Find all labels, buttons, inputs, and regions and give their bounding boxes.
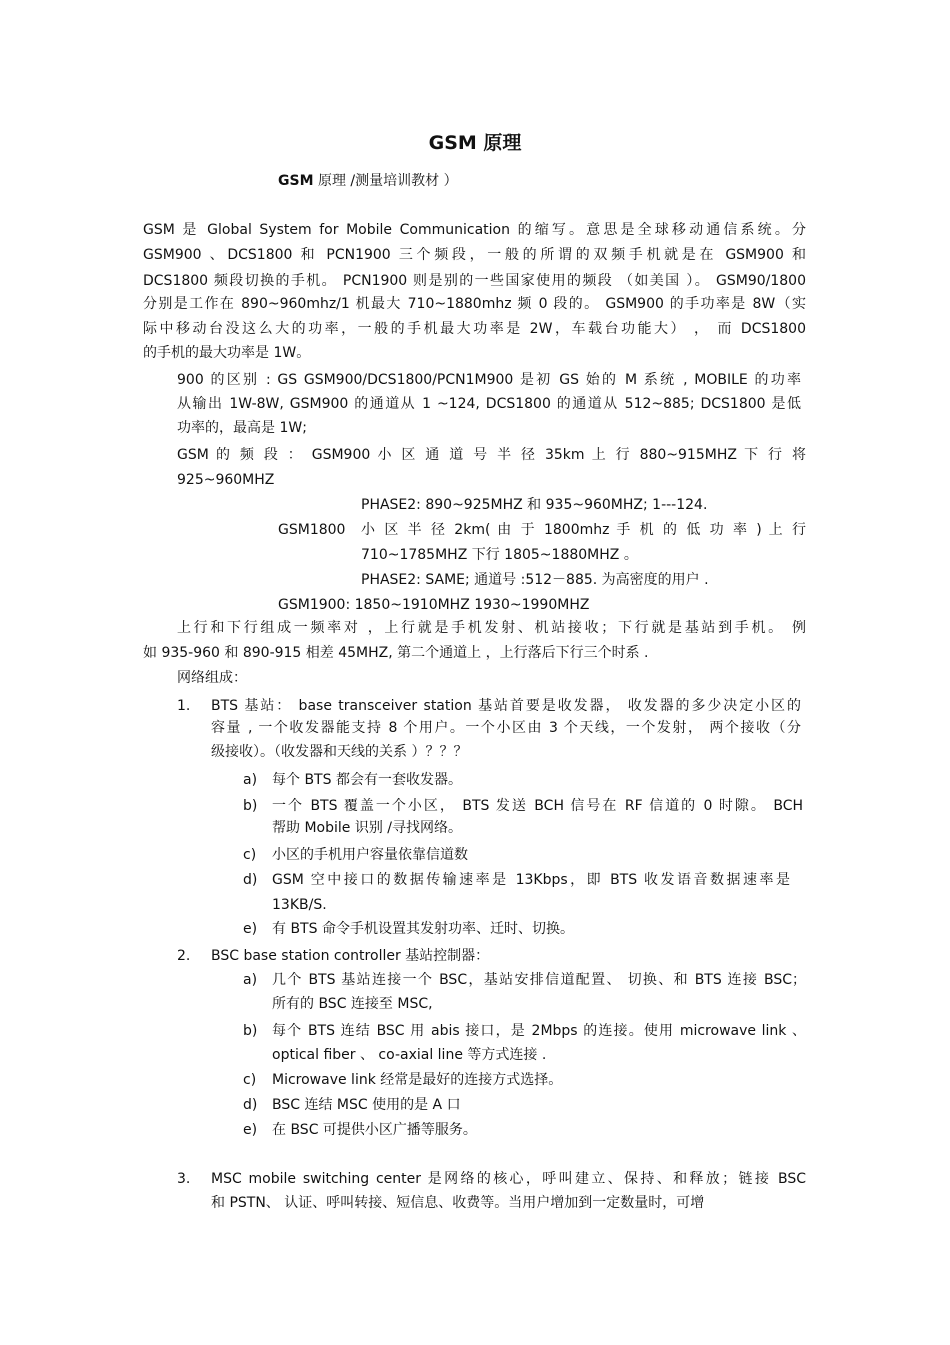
subitem-line: GSM 空中接口的数据传输速率是 13Kbps，即 BTS 收发语音数据速率是	[272, 872, 790, 888]
item-line: 容量 , 一个收发器能支持 8 个用户。一个小区由 3 个天线，一个发射， 两个接收（分	[211, 720, 801, 736]
gsm1800-line: 710~1785MHZ 下行 1805~1880MHZ 。	[361, 547, 638, 563]
diff-line: 功率的，最高是 1W;	[177, 420, 307, 436]
subitem-line: 一个 BTS 覆盖一个小区， BTS 发送 BCH 信号在 RF 信道的 0 时隙。 BCH	[272, 798, 803, 814]
subitem-label: d)	[243, 872, 258, 888]
network-heading: 网络组成：	[177, 670, 247, 686]
intro-line: 的手机的最大功率是 1W。	[143, 345, 311, 361]
subitem-label: c)	[243, 847, 257, 863]
subitem-label: d)	[243, 1097, 258, 1113]
bands-line: GSM 的 频 段 ： GSM900 小 区 通 道 号 半 径 35km 上 行 880~915MHZ 下 行 将	[177, 447, 806, 463]
bands-line: 925~960MHZ	[177, 472, 275, 488]
subitem-line: 几个 BTS 基站连接一个 BSC，基站安排信道配置、 切换、和 BTS 连接 BSC；	[272, 972, 806, 988]
item-line: 和 PSTN、 认证、呼叫转接、短信息、收费等。当用户增加到一定数量时，可增	[211, 1195, 705, 1211]
item-number: 3.	[177, 1171, 191, 1187]
intro-line: 际中移动台没这么大的功率，一般的手机最大功率是 2W，车载台功能大） ， 而 DCS1800	[143, 321, 806, 337]
subitem-line: 有 BTS 命令手机设置其发射功率、迁时、切换。	[272, 921, 574, 937]
intro-line: GSM 是 Global System for Mobile Communication 的缩写。意思是全球移动通信系统。分	[143, 222, 806, 238]
pair-line: 如 935-960 和 890-915 相差 45MHZ, 第二个通道上 ，上行落后下行三个时系 .	[143, 645, 649, 661]
subitem-line: 每个 BTS 都会有一套收发器。	[272, 772, 462, 788]
item-line: BTS 基站： base transceiver station 基站首要是收发器， 收发器的多少决定小区的	[211, 698, 801, 714]
gsm1900-line: GSM1900: 1850~1910MHZ 1930~1990MHZ	[278, 597, 590, 613]
intro-line: 分别是工作在 890~960mhz/1 机最大 710~1880mhz 频 0 段的。 GSM900 的手功率是 8W（实	[143, 296, 806, 312]
phase2-900-line: PHASE2: 890~925MHZ 和 935~960MHZ; 1---124.	[361, 497, 708, 513]
gsm1800-label: GSM1800	[278, 522, 346, 538]
subitem-line: BSC 连结 MSC 使用的是 A 口	[272, 1097, 461, 1113]
item-line: MSC mobile switching center 是网络的核心，呼叫建立、保持、和释放；链接 BSC	[211, 1171, 806, 1187]
item-number: 2.	[177, 948, 191, 964]
subitem-line: 13KB/S.	[272, 897, 327, 913]
subitem-line: Microwave link 经常是最好的连接方式选择。	[272, 1072, 563, 1088]
phase2-1800-line: PHASE2: SAME; 通道号 :512－885. 为高密度的用户 .	[361, 572, 709, 588]
gsm1800-line: 小 区 半 径 2km( 由 于 1800mhz 手 机 的 低 功 率 ) 上 行	[361, 522, 806, 538]
subitem-label: e)	[243, 1122, 258, 1138]
pair-line: 上行和下行组成一频率对 ，上行就是手机发射、机站接收；下行就是基站到手机。 例	[177, 620, 806, 636]
diff-line: 900 的区别 : GS GSM900/DCS1800/PCN1M900 是初 GS 始的 M 系统 , MOBILE 的功率	[177, 372, 801, 388]
subitem-line: 所有的 BSC 连接至 MSC,	[272, 996, 433, 1012]
item-number: 1.	[177, 698, 191, 714]
subitem-line: 每个 BTS 连结 BSC 用 abis 接口，是 2Mbps 的连接。使用 microwave link 、	[272, 1023, 806, 1039]
subitem-line: 帮助 Mobile 识别 /寻找网络。	[272, 820, 462, 836]
subitem-label: a)	[243, 772, 258, 788]
subitem-line: 小区的手机用户容量依靠信道数	[272, 847, 468, 863]
intro-line: GSM900 、DCS1800 和 PCN1900 三个频段，一般的所谓的双频手机就是在 GSM900 和	[143, 247, 806, 263]
page-title: GSM 原理	[428, 132, 522, 154]
subitem-line: 在 BSC 可提供小区广播等服务。	[272, 1122, 477, 1138]
item-line: 级接收）。（收发器和天线的关系 ）？？？	[211, 744, 468, 760]
intro-line: DCS1800 频段切换的手机。 PCN1900 则是别的一些国家使用的频段 （如美国 ）。 GSM90/1800	[143, 273, 806, 289]
subitem-label: e)	[243, 921, 258, 937]
subtitle-rest: 原理 /测量培训教材 ）	[313, 173, 458, 189]
subitem-label: a)	[243, 972, 258, 988]
subitem-line: optical fiber 、 co-axial line 等方式连接 .	[272, 1047, 547, 1063]
page-subtitle	[278, 171, 458, 191]
subitem-label: c)	[243, 1072, 257, 1088]
item-line: BSC base station controller 基站控制器：	[211, 948, 490, 964]
diff-line: 从输出 1W-8W, GSM900 的通道从 1 ~124, DCS1800 的通道从 512~885; DCS1800 是低	[177, 396, 801, 412]
subtitle-bold: GSM	[278, 173, 314, 189]
subitem-label: b)	[243, 1023, 258, 1039]
subitem-label: b)	[243, 798, 258, 814]
